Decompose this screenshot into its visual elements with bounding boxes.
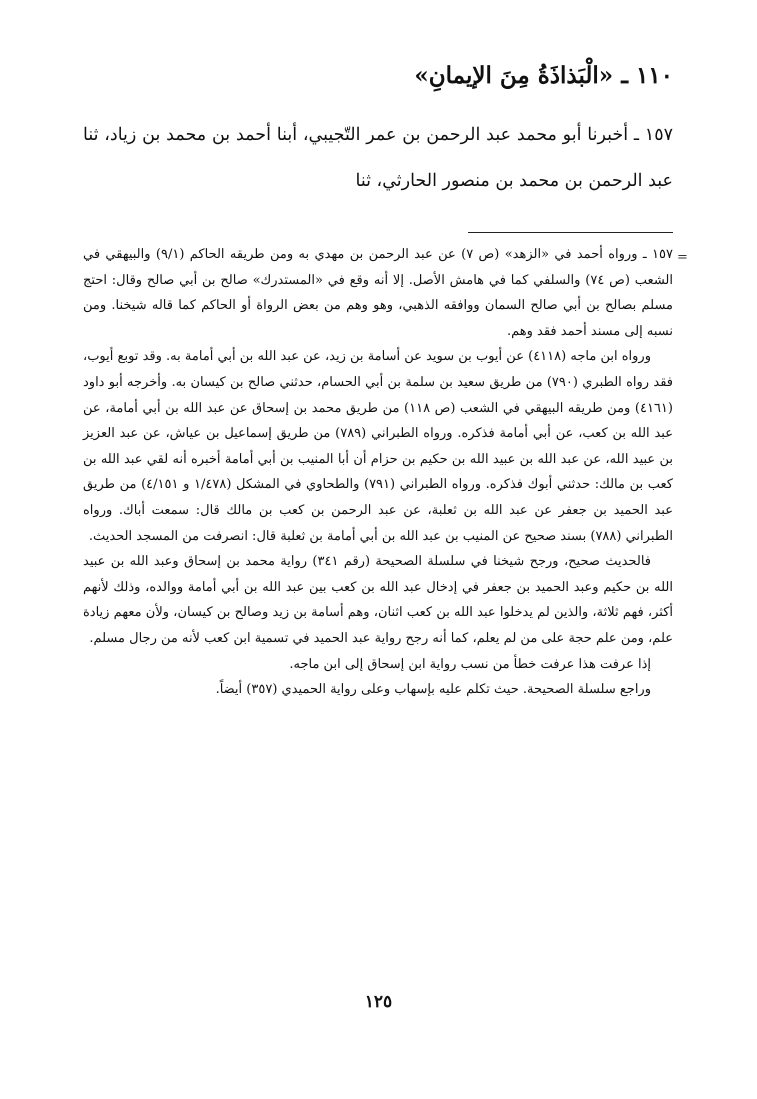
page-number: ١٢٥ bbox=[364, 992, 393, 1012]
continuation-mark: = bbox=[677, 250, 688, 265]
footnote-paragraph: فالحديث صحيح، ورجح شيخنا في سلسلة الصحيحة (رقم ٣٤١) رواية محمد بن إسحاق وعبد الله بن عبيد الله بن حكيم وعبد الحميد بن جعفر في إدخال عبد الله بن كعب بين عبد الله بن أبي أمامة ووالده، وذلك لأنهم أكثر، فهم ثلاثة، والذين لم يدخلوا عبد الله بن كعب اثنان، وهم أسامة بن زيد وصالح بن كيسان، ولأن معهم زيادة علم، ومن علم حجة على من لم يعلم، كما أنه رجح رواية عبد الحميد في تسمية ابن كعب لأنه من رجال مسلم. bbox=[83, 554, 673, 646]
hadith-chain-paragraph: ١٥٧ ـ أخبرنا أبو محمد عبد الرحمن بن عمر التّجيبي، أبنا أحمد بن محمد بن زياد، ثنا عبد الرحمن بن محمد بن منصور الحارثي، ثنا bbox=[83, 125, 673, 191]
footnote-separator bbox=[468, 232, 673, 233]
footnotes bbox=[83, 242, 673, 703]
footnote-paragraph: إذا عرفت هذا عرفت خطأ من نسب رواية ابن إسحاق إلى ابن ماجه. bbox=[289, 656, 651, 672]
chapter-heading: ١١٠ ـ «الْبَذاذَةُ مِنَ الإيمانِ» bbox=[414, 62, 673, 89]
footnote-paragraph: ورواه ابن ماجه (٤١١٨) عن أيوب بن سويد عن أسامة بن زيد، عن عبد الله بن أبي أمامة به. وقد توبع أيوب، فقد رواه الطبري (٧٩٠) من طريق سعيد بن سلمة بن أبي الحسام، حدثني صالح بن كيسان به. وأخرجه أبو داود (٤١٦١) ومن طريقه البيهقي في الشعب (ص ١١٨) من طريق محمد بن إسحاق عن عبد الله بن أبي أمامة، عن عبد الله بن كعب، عن أبي أمامة فذكره. ورواه الطبراني (٧٨٩) من طريق إسماعيل بن عياش، عن عبد العزيز بن عبيد الله، عن عبد الله بن عبيد الله بن حكيم بن حزام أن أبا المنيب بن أبي أمامة أخبره أنه لقي عبد الله بن كعب بن مالك: حدثني أبوك فذكره. ورواه الطبراني (٧٩١) والطحاوي في المشكل (١/٤٧٨ و ٤/١٥١) من طريق عبد الحميد بن جعفر عن عبد الله بن ثعلبة، عن عبد الرحمن بن كعب بن مالك قال: سمعت أباك. ورواه الطبراني (٧٨٨) بسند صحيح عن المنيب بن عبد الله بن أبي أمامة بن ثعلبة قال: انصرفت من المسجد الحديث. bbox=[83, 349, 673, 544]
footnote-paragraph: وراجع سلسلة الصحيحة. حيث تكلم عليه بإسهاب وعلى رواية الحميدي (٣٥٧) أيضاً. bbox=[215, 682, 651, 698]
footnote-paragraph: ١٥٧ ـ ورواه أحمد في «الزهد» (ص ٧) عن عبد الرحمن بن مهدي به ومن طريقه الحاكم (٩/١) والبيهقي في الشعب (ص ٧٤) والسلفي كما في هامش الأصل. إلا أنه وقع في «المستدرك» صالح بن أبي صالح وقال: احتج مسلم بصالح بن أبي صالح السمان ووافقه الذهبي، وهو وهم من بعض الرواة أو الحاكم كما قاله شيخنا. ومن نسبه إلى مسند أحمد فقد وهم. bbox=[83, 247, 673, 339]
main-text bbox=[83, 112, 673, 204]
